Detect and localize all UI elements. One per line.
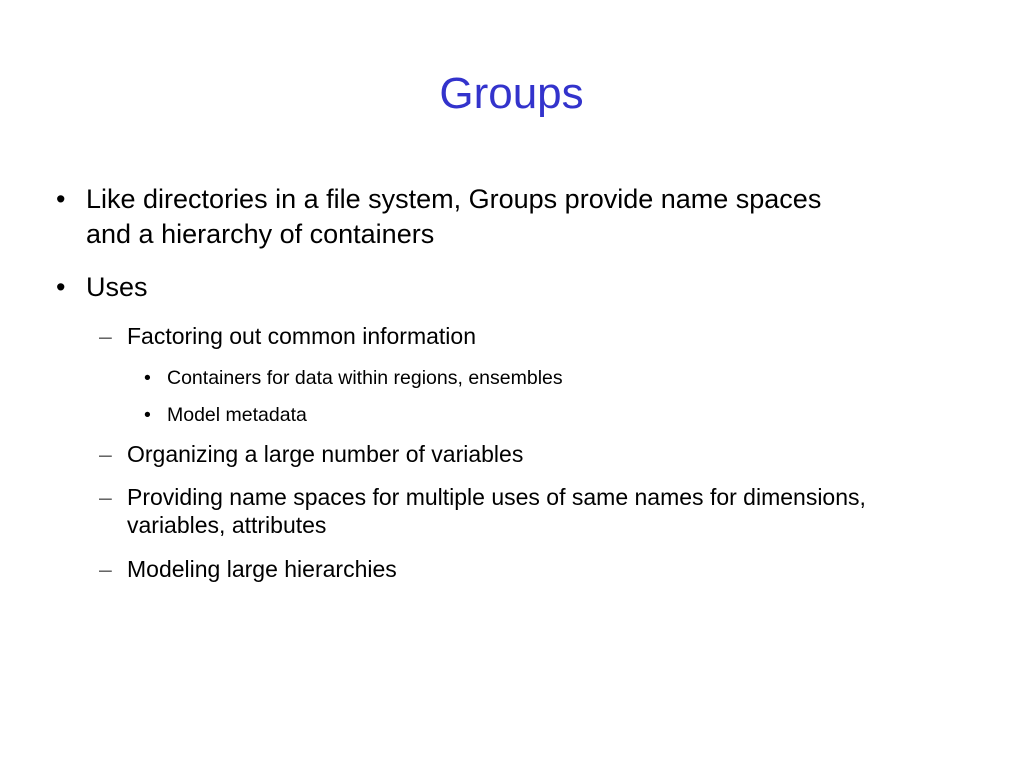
- bullet-text-line: and a hierarchy of containers: [86, 219, 435, 249]
- bullet-text: Uses: [86, 272, 148, 302]
- sub-sub-bullet-text: Containers for data within regions, ensembles: [167, 367, 563, 389]
- bullet-marker: •: [56, 184, 66, 214]
- slide-title: Groups: [439, 69, 584, 118]
- sub-bullet-marker: –: [99, 556, 112, 582]
- sub-bullet-text: Modeling large hierarchies: [127, 556, 397, 582]
- sub-bullet-text: Organizing a large number of variables: [127, 441, 524, 467]
- sub-bullet-marker: –: [99, 323, 112, 349]
- bullet-marker: •: [56, 272, 66, 302]
- sub-bullet-text-line: Providing name spaces for multiple uses of same names for dimensions,: [127, 484, 866, 510]
- sub-bullet-text-line: variables, attributes: [127, 512, 327, 538]
- sub-bullet-marker: –: [99, 441, 112, 467]
- sub-sub-bullet-text: Model metadata: [167, 404, 307, 426]
- sub-sub-bullet-marker: •: [144, 404, 151, 426]
- sub-bullet-text: Factoring out common information: [127, 323, 476, 349]
- sub-sub-bullet-marker: •: [144, 367, 151, 389]
- bullet-text-line: Like directories in a file system, Groups provide name spaces: [86, 184, 822, 214]
- sub-bullet-marker: –: [99, 484, 112, 510]
